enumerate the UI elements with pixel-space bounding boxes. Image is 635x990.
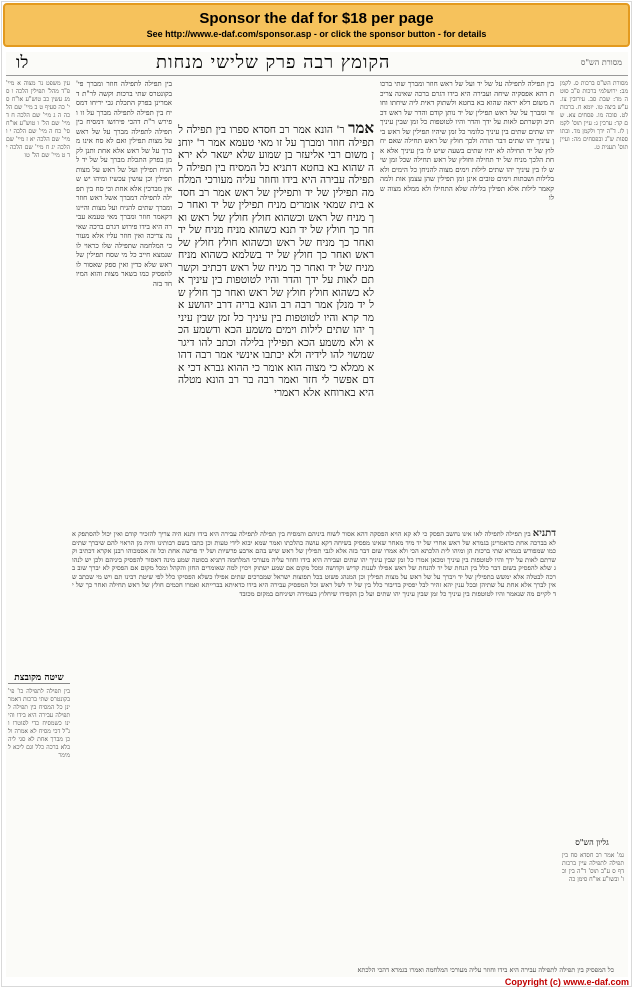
- gemara-block: [178, 122, 374, 596]
- header-divider: [6, 75, 628, 76]
- rashi-text: בין תפילה לתפילה על של יד ועל של ראש חוזר ומברך שתי ברכות דהא אפסקיה שיחה ועבירה היא בידו דגרם ברכה שאינה צריכה משום דלא יראה שהוא בא בחטא ולשתוק דאית ליה שיחתו וחוזר ומברך על של ראש תפילין של יד נותן קודם והדר של ראש דכתיב וקשרתם לאות על ידך והדר והיו לטוטפות כל זמן שבין עיניך יהו שתים שתים בין עיניך כלומר כל זמן שיהיו תפילין של ראש בין עיניך יהו שתים דבר תורה ולכך חולץ של ראש תחילה שאם יחלוץ של יד תחילה לא יהיו שתים בשעה שיש לו בין עיניך אלא אחת הלכך מניח של יד תחילה וחולץ של ראש תחילה שכל זמן שיש לו בין עיניך יהו שתים לילות וימים מצוה להניחן כל הימים ולא בלילות ושבתות וימים טובים אינן זמן תפילין שהן עצמן אות ולמה קאמר לילות אלא תפילין בלילה שלא התחילו ולא ממלא מצוה שלו: [380, 80, 554, 202]
- gilyon-title: גליון הש"ס: [575, 838, 609, 847]
- gilyon-text: גמ' אמר רב חסדא סח בין תפילה לתפילה עיין ברכות דף ס ע"ב תוס' ד"ה בין וכו' ובשו"ע או"ח סימן כה: [562, 852, 624, 883]
- sponsor-title[interactable]: Sponsor the daf for $18 per page: [199, 10, 434, 27]
- left-margin: [6, 80, 70, 660]
- header-reference: מסורת הש"ס: [580, 58, 622, 67]
- sponsor-banner[interactable]: [3, 3, 630, 47]
- sponsor-subtitle[interactable]: See http://www.e-daf.com/sponsor.asp - or click the sponsor button - for details: [146, 29, 487, 39]
- copyright-link[interactable]: Copyright (c) www.e-daf.com: [504, 977, 629, 987]
- gemara-text: ר' הונא אמר רב חסדא ספרו בין תפילה לתפילה חוזר ומברך על זו מאי טעמא אמר ר' יוחנן משום רבי אליעזר בן שמוע שלא ישאר לא יראה שהוא בא בחטא דתניא כל המסיח בין תפילה לתפילה עבירה היא בידו וחוזר עליה מעורכי המלחמה תפילין של יד ותפילין של ראש אמר רב חסדא בית שמאי אומרים מניח תפילין של יד ואחר כך מניח של ראש וכשהוא חולץ חולץ של ראש ואחר כך חולץ של יד תנא כשהוא מניח מניח של יד ואחר כך מניח של ראש וכשהוא חולץ חולץ של ראש ואחר כך חולץ של יד בשלמא כשהוא מניח מניח של יד ואחר כך מניח של ראש דכתיב וקשרתם לאות על ידך והדר והיו לטוטפות בין עיניך אלא כשהוא חולץ חולץ של ראש ואחר כך חולץ של יד מנלן אמר רבה רב הונא בריה דרב יהושע אמר קרא והיו לטוטפות בין עיניך כל זמן שבין עיניך יהו שתים לילות וימים משמע הכא ודשמע הכא ולא משמע הכא תפילין בלילה וכתב להו דיגר שמשוי להו לידיה ולא יכתבו אינשי אמר רבה דהוא ממלא כי מצוה הוא אומר כי ההוא גברא דכי אדם אפשר לי חזר ואמר רבה בר רב הונא מטלה היא בארוחא אלא ראמרי: [178, 124, 374, 399]
- tosafot-column: [76, 80, 172, 586]
- right-margin: [560, 80, 628, 970]
- tosafot-text: בין תפילה לתפילה חוזר ומברך פי' בקונטרס שתי ברכות וקשה לר"ת דאמרינן בפרק התכלת גבי יריחו דמסיח בין תפילה לתפילה מברך על זו ופירש ר"ת דהכי פירושו דמסיח בין תפילה לתפילה מברך על של ראש על מצות תפילין ואם לא סח אינו מברך על של ראש אלא אחת ותנן לקמן בפרק התכלת מברך על של יד להניח תפילין ועל של ראש על מצות תפילין וכן עושין עכשיו ומיהו יש שאין מברכין אלא אחת וכי סח בין תפילה לתפילה דמברך אשל ראש חוזר ומברך שתים להניח ועל מצות והיינו דקאמר חוזר ומברך מאי טעמא עבירה היא בידו פירוש דגרם ברכה שאינה צריכה ואין חוזר עליו אלא מעורכי המלחמה שתפילה שלו כראוי לו שנמצא חייב כל מי שסח תפילין של ראש שלא כדין ואין ספק שאסור לו להפסיק כמו בשאר מצות והוא המיוחד בזה: [76, 80, 172, 288]
- gemara-opening-word: אמר: [348, 122, 374, 137]
- page-title: הקומץ רבה פרק שלישי מנחות: [156, 52, 391, 73]
- rashi-column: [380, 80, 554, 558]
- commentary-text: בין תפילה לתפילה לאו אינו נחשב הפסק כי לא קא הויא הפסקה דהא אסור לשוח ביניהם והמסיח בין תפילה לתפילה עבירה היא בידו ותנא היה צריך להזכיר קודם ואין יכול להסתפק אלא בברכה אחת כדאמרינן בגמרא של ראש אחרי של יד מיד מאחר שאינו מפסיק בשיחה דקא עושה כהלכתו ואמר שמא יבוא לידי טעות וכן כתבו בשם רבותינו והיה מן הראוי להם שיברך שתים כמו שמפורש בגמרא שתי ברכות הן ומיהו לית הלכתא הכי ולא אמרו שום דבר בזה אלא לגבי תפילין של ראש שיש בהם ארבע פרשיות ושל יד פרשה אחת וכל זה אסמכוהו רבנן אקרא דכתיב וקשרתם לאות על ידך והיו לטוטפות בין עיניך ומכאן אמרו כל זמן שבין עיניך יהו שתים ועבירה היא בידו וחוזר עליה מעורכי המלחמה דתניא בסוטה שמע מינה דאסור להפסיק ביניהם ולכן יש לנהוג שלא להפסיק בשום דבר כלל בין הנחת של יד להנחת של ראש אפילו לענות קדיש וקדושה ומכל מקום אם שמע ישתוק ויכוין למה שאומרים החזן והקהל ומכל מקום אם הפסיק לא יברך שוב ברכה לבטלה אלא ימשש בתפילין של יד ויברך על של ראש על מצות תפילין וכן המנהג פשוט בכל תפוצות ישראל שמברכים שתים אפילו כשלא הפסיקו כלל לפי שיטת רבינו תם ויש מי שכתב שאין לברך אלא אחת על שתיהן ובכל ענין יהא זהיר לבל יפסיק בדיבור כלל בין של יד לשל ראש וכל המפסיק עבירה היא בידו כדאיתא בברייתא ואמרו חכמים חולץ של ראש תחילה ואחר כך של יד לקיים מה שנאמר והיו לטוטפות בין עיניך כל זמן שבין עיניך יהו שתים ועל כן הקפידו שיחלוץ בעמידה ושיניחם במקום מכובד: [72, 530, 556, 598]
- left-margin-text: עין משפט נר מצוה א מיי' פ"ד מהל' תפילין הלכה ו סמג עשין כב טוש"ע או"ח סי' כה סעיף ט ב מיי' שם הלכה ה ג מיי' שם הלכה ח ד מיי' שם הל' ו טוש"ע או"ח סי' כח ה מיי' שם הלכה י ו מיי' שם הלכה יא ז מיי' שם הלכה יג ח מיי' שם הלכה יד ט מיי' שם הל' טו: [6, 80, 70, 159]
- commentary-opening-word: דתניא: [532, 530, 556, 539]
- shita-text: בין תפילה לתפילה כו' פי' בקונטרס שתי ברכות דאמרינן כל המסיח בין תפילה לתפילה עבירה היא בידו והיינו כשמסיח כדי לפוטרו ונ"ל דכי מסיח לא אמרה ולכן מברך אחת לא סגי ליה בלא ברכה כלל וגם ליכא למימר: [8, 688, 70, 759]
- right-margin-text: מסורת הש"ס ברכות ס. לקמן מב: ירושלמי ברכות פ"ב סוטה מד: שבת סב. עירובין צו. ע"ש ביצה טו. יומא ח. ברכות לט. סוכה מו. פסחים צא. שם קד: ערכין ג: עיין תוס' לקמן לז. ד"ה ידך ולקמן מד. ובתוספות ש"ג ובפסחים מה: ועיין תוס' תענית ט.: [560, 80, 628, 151]
- talmud-page: [6, 52, 628, 977]
- page-header: [6, 52, 628, 74]
- commentary-block: [72, 530, 556, 968]
- daf-number: לו: [16, 53, 29, 73]
- page-footer: כל המפסיק בין תפילה לתפילה עבירה היא בידו וחוזר עליה מעורכי המלחמה ואמרו בגמרא דהכי הלכתא: [357, 966, 614, 974]
- shita-title: שיטה מקובצת: [8, 672, 70, 684]
